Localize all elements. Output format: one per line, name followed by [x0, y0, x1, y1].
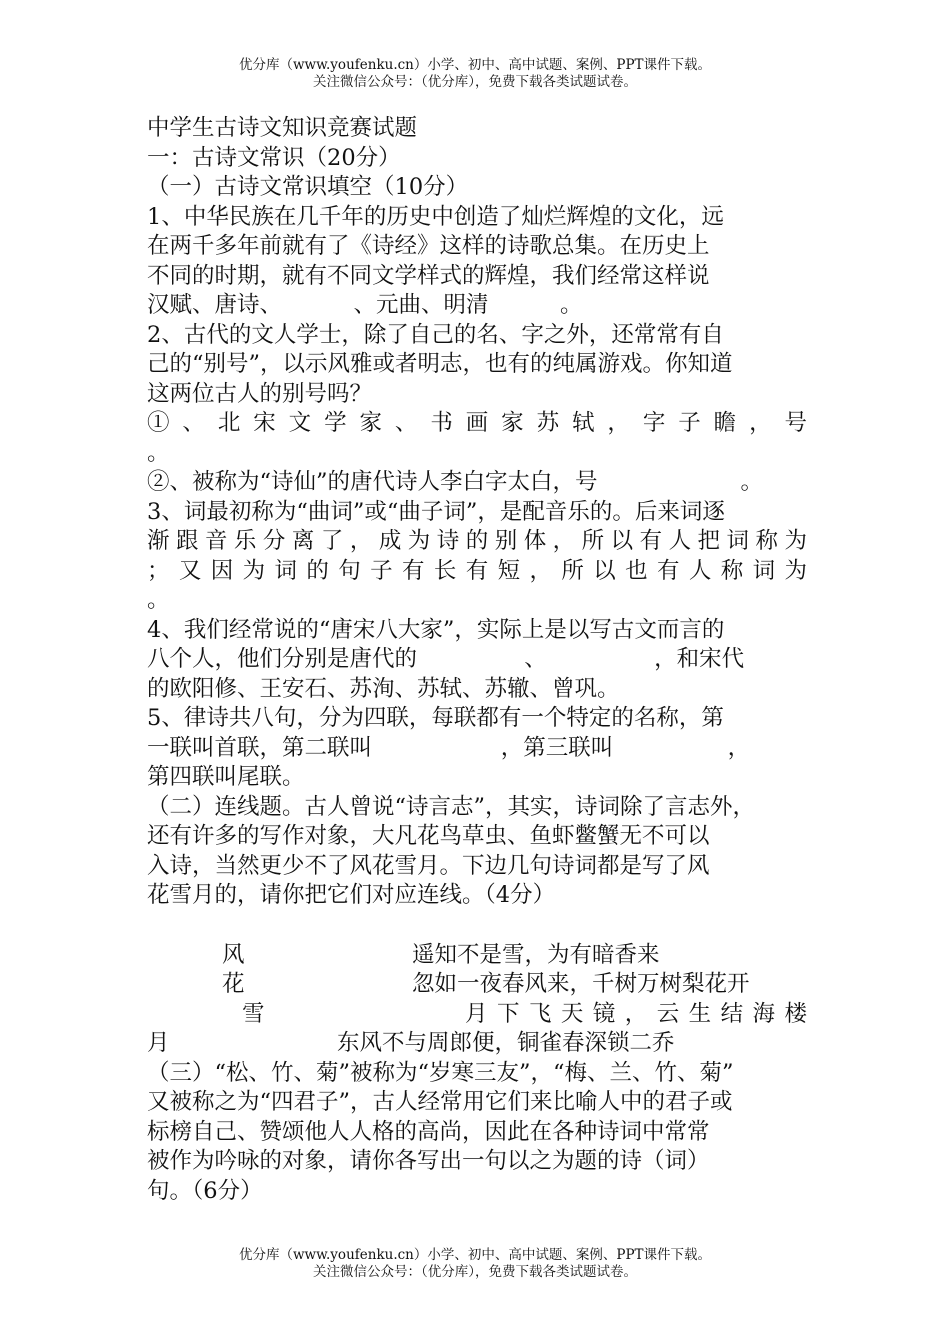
- question-line: 不同的时期，就有不同文学样式的辉煌，我们经常这样说: [147, 262, 710, 289]
- header-line-2: 关注微信公众号：（优分库），免费下载各类试题试卷。: [313, 74, 637, 90]
- question-line: 的欧阳修、王安石、苏洵、苏轼、苏辙、曾巩。: [147, 675, 620, 702]
- question-line: 。: [147, 439, 170, 466]
- paragraph-line: （三）“松、竹、菊”被称为“岁寒三友”，“梅、兰、竹、菊”: [147, 1059, 734, 1086]
- question-line: ②、被称为“诗仙”的唐代诗人李白字太白，号 。: [147, 469, 764, 495]
- match-term-xue: 雪: [242, 1000, 265, 1027]
- paragraph-line: 被作为吟咏的对象，请你各写出一句以之为题的诗（词）: [147, 1148, 710, 1174]
- question-line: 。: [147, 587, 170, 613]
- question-3: [147, 498, 807, 616]
- question-1: [147, 203, 807, 321]
- question-line: 4、我们经常说的“唐宋八大家”，实际上是以写古文而言的: [147, 616, 725, 643]
- question-line: 2、古代的文人学士，除了自己的名、字之外，还常常有自: [147, 321, 724, 348]
- match-row: [147, 970, 807, 1000]
- footer-line-1: 优分库（www.youfenku.cn）小学、初中、高中试题、案例、PPT课件下载。: [238, 1247, 712, 1263]
- question-4: [147, 616, 807, 705]
- doc-title: 中学生古诗文知识竞赛试题: [147, 115, 418, 141]
- match-verse: 东风不与周郎便，铜雀春深锁二乔: [337, 1030, 675, 1056]
- footer-line-2: 关注微信公众号：（优分库），免费下载各类试题试卷。: [313, 1264, 637, 1280]
- match-verse: 月下飞天镜，云生结海楼: [465, 1000, 807, 1027]
- question-5: [147, 704, 807, 793]
- question-line: 这两位古人的别号吗？: [147, 380, 373, 407]
- question-line: 3、词最初称为“曲词”或“曲子词”，是配音乐的。后来词逐: [147, 498, 725, 525]
- part-2: [147, 793, 807, 911]
- paragraph-line: 还有许多的写作对象，大凡花鸟草虫、鱼虾鳖蟹无不可以: [147, 823, 710, 849]
- match-row: [147, 1029, 807, 1059]
- match-row: [147, 941, 807, 971]
- paragraph-line: 句。（6分）: [147, 1177, 263, 1204]
- part-3: [147, 1059, 807, 1207]
- section-heading: 一：古诗文常识（20分）: [147, 144, 401, 171]
- match-verse: 忽如一夜春风来，千树万树梨花开: [412, 971, 750, 997]
- paragraph-line: 入诗，当然更少不了风花雪月。下边几句诗词都是写了风: [147, 852, 710, 879]
- paragraph-line: 标榜自己、赞颂他人人格的高尚，因此在各种诗词中常常: [147, 1118, 710, 1145]
- matching-exercise: [147, 941, 807, 1059]
- match-term-feng: 风: [222, 941, 245, 968]
- header-line-1: 优分库（www.youfenku.cn）小学、初中、高中试题、案例、PPT课件下载。: [238, 57, 712, 73]
- question-line: 5、律诗共八句，分为四联，每联都有一个特定的名称，第: [147, 705, 724, 731]
- part-heading-1: （一）古诗文常识填空（10分）: [147, 174, 469, 200]
- match-term-yue: 月: [147, 1030, 170, 1056]
- question-line: 第四联叫尾联。: [147, 764, 305, 790]
- match-row: [147, 1000, 807, 1030]
- paragraph-line: 花雪月的，请你把它们对应连线。（4分）: [147, 882, 556, 908]
- question-line: 一联叫首联，第二联叫 ，第三联叫 ，: [147, 734, 751, 761]
- question-line: 1、中华民族在几千年的历史中创造了灿烂辉煌的文化，远: [147, 203, 724, 230]
- question-line: 汉赋、唐诗、 、元曲、明清 。: [147, 292, 583, 318]
- question-line: 己的“别号”，以示风雅或者明志，也有的纯属游戏。你知道: [147, 351, 733, 377]
- paragraph-line: 又被称之为“四君子”，古人经常用它们来比喻人中的君子或: [147, 1089, 733, 1115]
- blank-line: [147, 911, 807, 941]
- document-body: [147, 114, 807, 1206]
- page-header: [0, 57, 950, 91]
- question-line: 渐跟音乐分离了，成为诗的别体，所以有人把词称为: [147, 528, 807, 554]
- question-line: 在两千多年前就有了《诗经》这样的诗歌总集。在历史上: [147, 233, 710, 259]
- question-line: ①、北宋文学家、书画家苏轼，字子瞻，号: [147, 410, 807, 436]
- match-term-hua: 花: [222, 971, 245, 997]
- match-verse: 遥知不是雪，为有暗香来: [412, 941, 660, 968]
- paragraph-line: （二）连线题。古人曾说“诗言志”，其实，诗词除了言志外，: [147, 793, 756, 820]
- page-footer: [0, 1247, 950, 1281]
- question-2: [147, 321, 807, 498]
- question-line: 八个人，他们分别是唐代的 、 ，和宋代: [147, 646, 745, 672]
- question-line: ；又因为词的句子有长有短，所以也有人称词为: [147, 557, 807, 584]
